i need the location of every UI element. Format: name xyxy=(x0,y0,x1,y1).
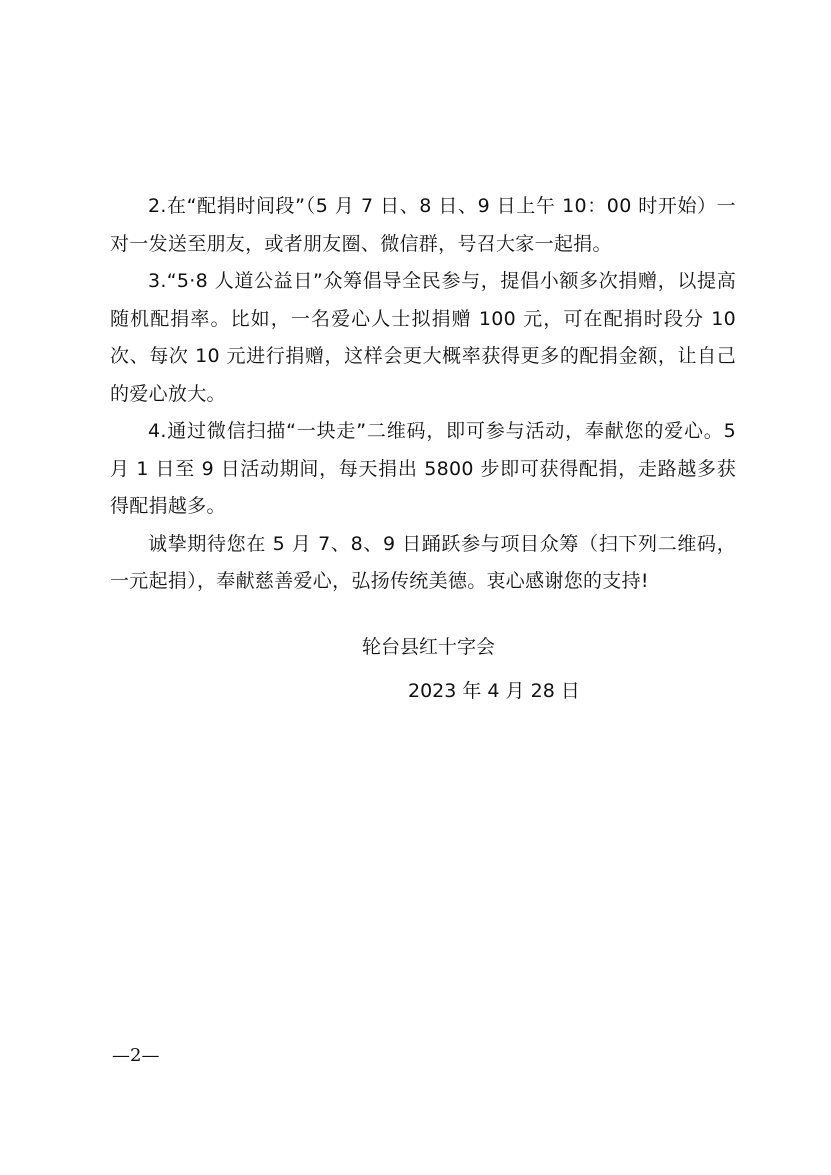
paragraph-step-3: 3.“5·8 人道公益日”众筹倡导全民参与，提倡小额多次捐赠，以提高随机配捐率。比如，一名爱心人士拟捐赠 100 元，可在配捐时段分 10 次、每次 10 元进行捐赠，这样会更大概率获得更多的配捐金额，让自己的爱心放大。 xyxy=(110,270,736,405)
paragraph-step-2: 2.在“配捐时间段”（5 月 7 日、8 日、9 日上午 10：00 时开始）一对一发送至朋友，或者朋友圈、微信群，号召大家一起捐。 xyxy=(110,195,736,255)
signature-date: 2023 年 4 月 28 日 xyxy=(408,680,580,702)
document-body xyxy=(110,188,736,601)
signature-organization: 轮台县红十字会 xyxy=(362,636,496,658)
paragraph-step-4: 4.通过微信扫描“一块走”二维码，即可参与活动，奉献您的爱心。5 月 1 日至 9 日活动期间，每天捐出 5800 步即可获得配捐，走路越多获得配捐越多。 xyxy=(110,420,736,517)
paragraph-closing: 诚挚期待您在 5 月 7、8、9 日踊跃参与项目众筹（扫下列二维码，一元起捐），奉献慈善爱心，弘扬传统美德。衷心感谢您的支持! xyxy=(110,532,736,592)
page-number: —2— xyxy=(112,1045,160,1066)
